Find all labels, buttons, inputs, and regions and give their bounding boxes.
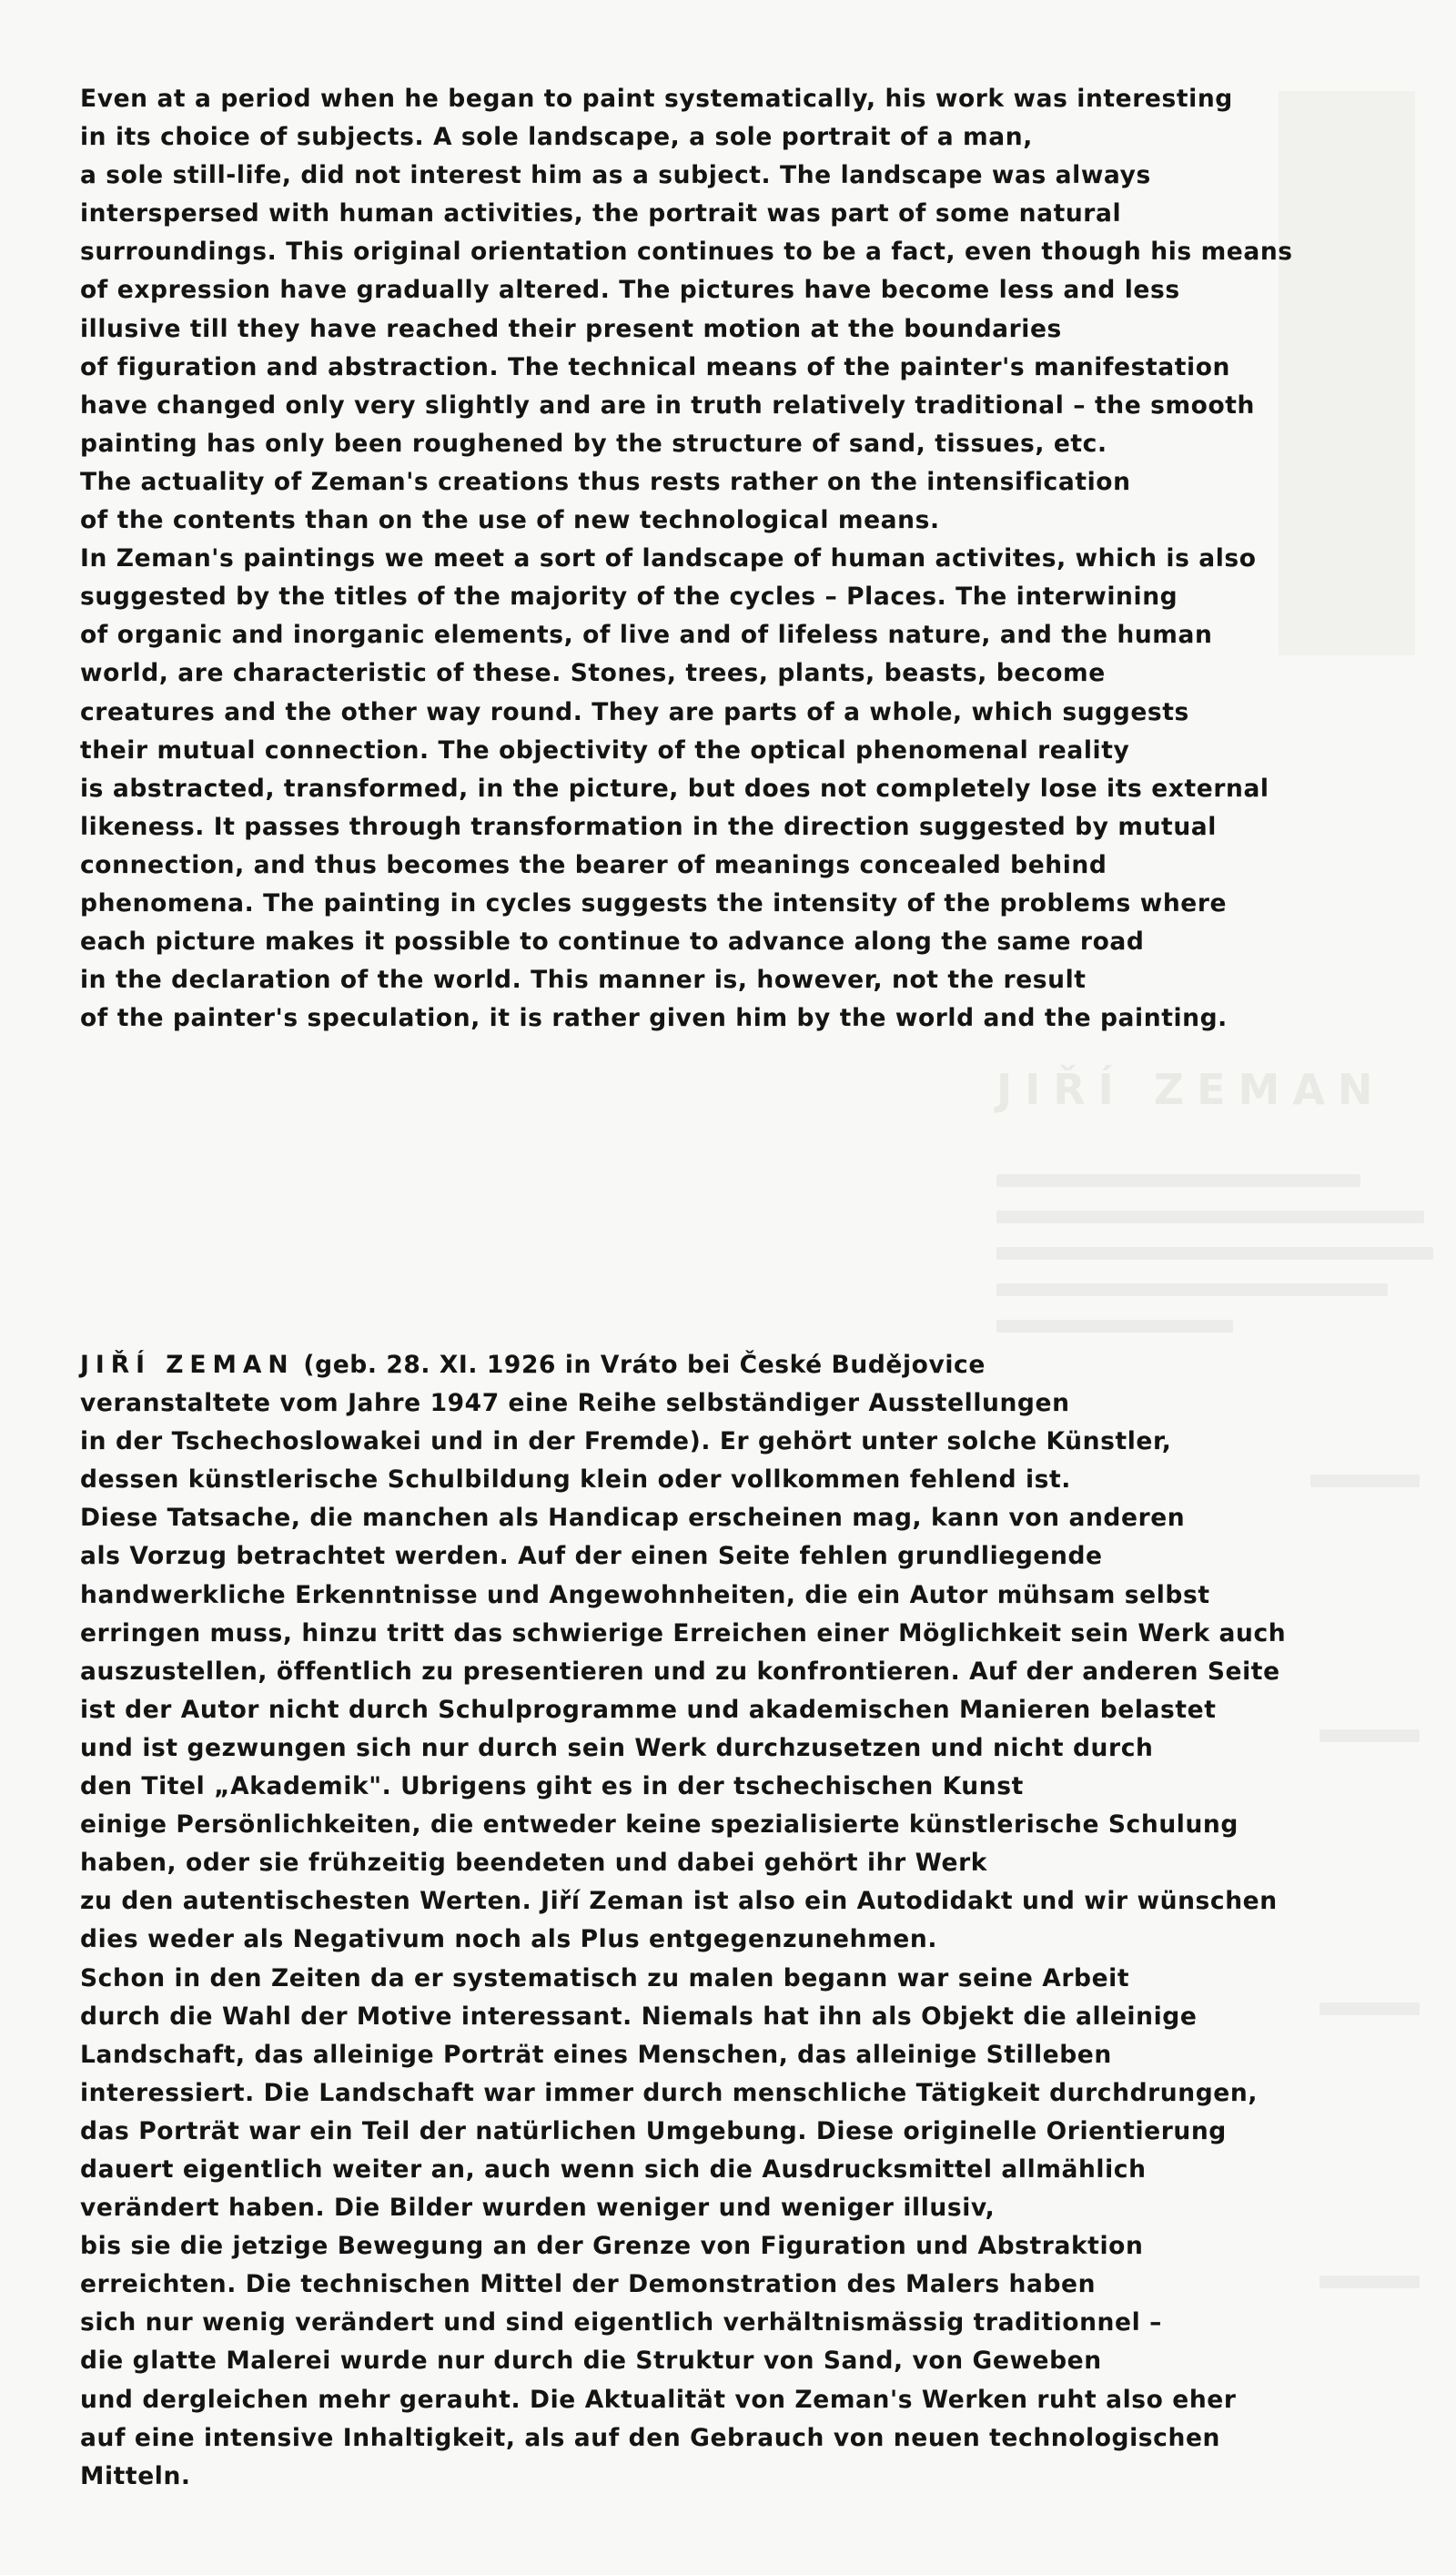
german-line: dessen künstlerische Schulbildung klein oder vollkommen fehlend ist. (80, 1465, 1071, 1495)
english-line: of organic and inorganic elements, of live and of lifeless nature, and the human (80, 621, 1213, 650)
english-line: a sole still-life, did not interest him as a subject. The landscape was always (80, 161, 1151, 190)
german-line: Schon in den Zeiten da er systematisch zu malen begann war seine Arbeit (80, 1963, 1130, 1992)
german-line: auf eine intensive Inhaltigkeit, als auf den Gebrauch von neuen technologischen (80, 2423, 1220, 2452)
german-line: erringen muss, hinzu tritt das schwierige Erreichen einer Möglichkeit sein Werk auch (80, 1618, 1287, 1647)
english-text-block (80, 80, 1293, 1038)
german-line: dauert eigentlich weiter an, auch wenn sich die Ausdrucksmittel allmählich (80, 2154, 1147, 2184)
german-line: einige Persönlichkeiten, die entweder keine spezialisierte künstlerische Schulung (80, 1810, 1239, 1840)
artist-name: JIŘÍ ZEMAN (80, 1351, 295, 1379)
german-line: als Vorzug betrachtet werden. Auf der einen Seite fehlen grundliegende (80, 1542, 1103, 1571)
english-line: of the contents than on the use of new technological means. (80, 506, 940, 535)
english-line: is abstracted, transformed, in the picture, but does not completely lose its external (80, 774, 1269, 803)
english-line: phenomena. The painting in cycles suggests the intensity of the problems where (80, 888, 1228, 917)
english-line: their mutual connection. The objectivity of the optical phenomenal reality (80, 735, 1130, 765)
english-line: of figuration and abstraction. The technical means of the painter's manifestation (80, 352, 1230, 381)
english-line: In Zeman's paintings we meet a sort of landscape of human activites, which is also (80, 544, 1257, 573)
english-line: likeness. It passes through transformation in the direction suggested by mutual (80, 812, 1217, 841)
german-line: interessiert. Die Landschaft war immer durch menschliche Tätigkeit durchdrungen, (80, 2078, 1259, 2107)
show-through-title: JIŘÍ ZEMAN (996, 1065, 1386, 1114)
german-line: und dergleichen mehr gerauht. Die Aktualität von Zeman's Werken ruht also eher (80, 2385, 1237, 2414)
german-line: erreichten. Die technischen Mittel der Demonstration des Malers haben (80, 2270, 1097, 2299)
german-line: Mitteln. (80, 2461, 191, 2490)
english-line: of expression have gradually altered. The pictures have become less and less (80, 276, 1180, 305)
english-line: painting has only been roughened by the structure of sand, tissues, etc. (80, 429, 1107, 458)
english-line: The actuality of Zeman's creations thus rests rather on the intensification (80, 467, 1131, 496)
german-line: in der Tschechoslowakei und in der Fremde). Er gehört unter solche Künstler, (80, 1427, 1172, 1456)
german-line: dies weder als Negativum noch als Plus entgegenzunehmen. (80, 1925, 937, 1954)
english-line: each picture makes it possible to continue to advance along the same road (80, 928, 1145, 957)
german-line: sich nur wenig verändert und sind eigentlich verhältnismässig traditionnel – (80, 2308, 1162, 2337)
english-line: connection, and thus becomes the bearer of meanings concealed behind (80, 850, 1107, 879)
english-line: in the declaration of the world. This manner is, however, not the result (80, 966, 1087, 995)
german-line: zu den autentischesten Werten. Jiří Zeman ist also ein Autodidakt und wir wünschen (80, 1887, 1278, 1916)
english-line: world, are characteristic of these. Stones, trees, plants, beasts, become (80, 659, 1106, 688)
german-line: veranstaltete vom Jahre 1947 eine Reihe selbständiger Ausstellungen (80, 1389, 1070, 1418)
german-line: das Porträt war ein Teil der natürlichen Umgebung. Diese originelle Orientierung (80, 2116, 1227, 2145)
german-line: auszustellen, öffentlich zu presentieren und zu konfrontieren. Auf der anderen Seite (80, 1657, 1280, 1686)
german-first-line (80, 1346, 1286, 1384)
english-line: suggested by the titles of the majority of the cycles – Places. The interwining (80, 583, 1178, 612)
german-line: und ist gezwungen sich nur durch sein Werk durchzusetzen und nicht durch (80, 1733, 1154, 1762)
german-line: die glatte Malerei wurde nur durch die Struktur von Sand, von Geweben (80, 2347, 1102, 2376)
english-line: in its choice of subjects. A sole landscape, a sole portrait of a man, (80, 123, 1033, 152)
german-line: haben, oder sie frühzeitig beendeten und dabei gehört ihr Werk (80, 1849, 987, 1878)
english-line: Even at a period when he began to paint systematically, his work was interesting (80, 85, 1233, 113)
german-line: ist der Autor nicht durch Schulprogramme und akademischen Manieren belastet (80, 1695, 1217, 1724)
english-line: creatures and the other way round. They are parts of a whole, which suggests (80, 697, 1189, 726)
german-line: verändert haben. Die Bilder wurden weniger und weniger illusiv, (80, 2194, 996, 2223)
english-line: interspersed with human activities, the portrait was part of some natural (80, 199, 1122, 228)
german-line: handwerkliche Erkenntnisse und Angewohnheiten, die ein Autor mühsam selbst (80, 1580, 1210, 1609)
german-line-intro: (geb. 28. XI. 1926 in Vráto bei České Budějovice (294, 1351, 986, 1379)
english-line: surroundings. This original orientation continues to be a fact, even though his means (80, 238, 1293, 267)
german-line: durch die Wahl der Motive interessant. Niemals hat ihn als Objekt die alleinige (80, 2002, 1198, 2031)
german-line: Landschaft, das alleinige Porträt eines Menschen, das alleinige Stilleben (80, 2040, 1112, 2069)
german-line: den Titel „Akademik". Ubrigens giht es in der tschechischen Kunst (80, 1772, 1024, 1801)
english-line: have changed only very slightly and are in truth relatively traditional – the smooth (80, 390, 1256, 420)
german-line: bis sie die jetzige Bewegung an der Grenze von Figuration und Abstraktion (80, 2232, 1144, 2261)
english-line: of the painter's speculation, it is rather given him by the world and the painting. (80, 1004, 1228, 1033)
show-through-shading (1279, 91, 1415, 655)
german-text-block (80, 1346, 1286, 2496)
german-line: Diese Tatsache, die manchen als Handicap erscheinen mag, kann von anderen (80, 1504, 1186, 1533)
english-line: illusive till they have reached their present motion at the boundaries (80, 314, 1062, 343)
